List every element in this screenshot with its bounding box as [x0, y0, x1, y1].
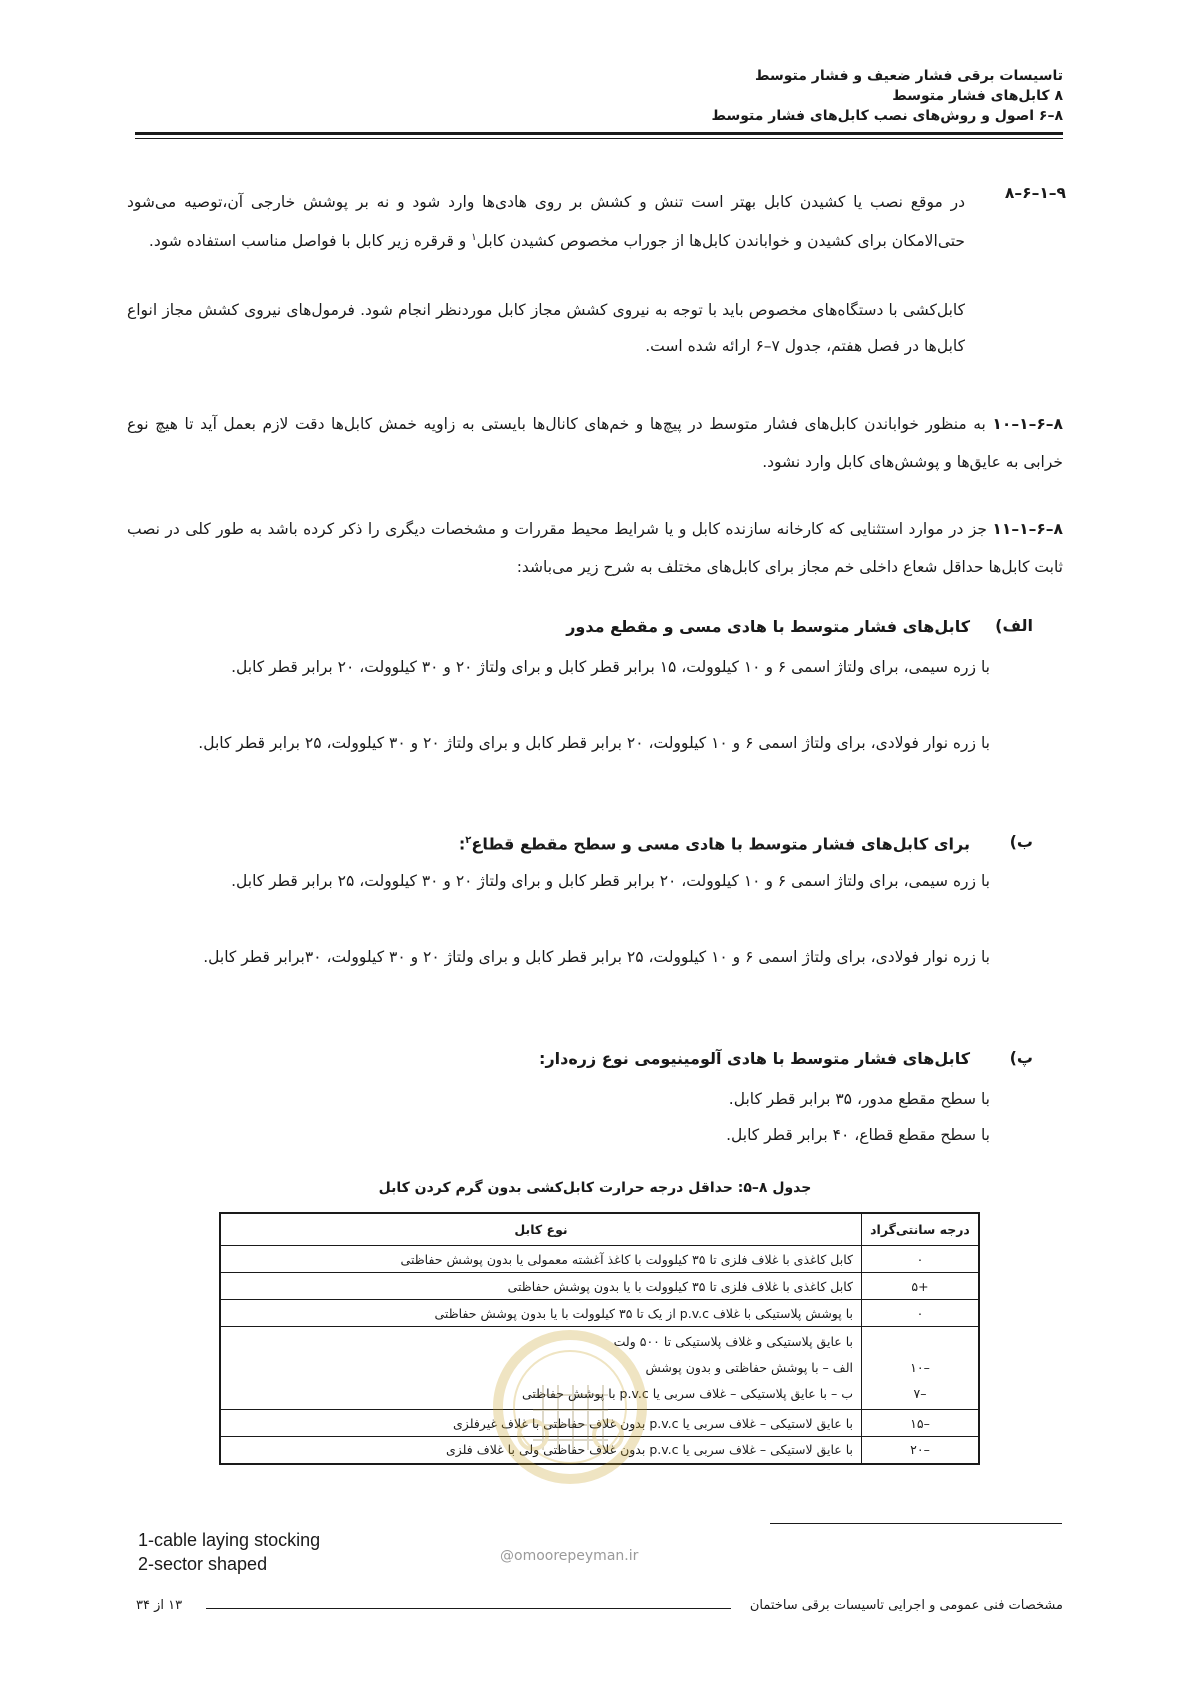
table-row: [220, 1273, 979, 1300]
header-rule-thick: [135, 132, 1063, 135]
footer-rule: [206, 1608, 731, 1609]
item-be-para-2: با زره نوار فولادی، برای ولتاژ اسمی ۶ و ۱۰ کیلوولت، ۲۵ برابر قطر کابل و برای ولتاژ ۲۰ و ۳۰ کیلوولت، ۳۰برابر قطر کابل.: [203, 948, 990, 966]
section-number-11: ۸–۶–۱–۱۱: [992, 520, 1063, 538]
item-alef-para-1: با زره سیمی، برای ولتاژ اسمی ۶ و ۱۰ کیلوولت، ۱۵ برابر قطر کابل و برای ولتاژ ۲۰ و ۳۰ کیلوولت، ۲۰ برابر قطر کابل.: [231, 658, 990, 676]
section-11-para: [127, 510, 1063, 586]
cell-type-line-2: الف – با پوشش حفاظتی و بدون پوشش: [645, 1360, 853, 1375]
footer-title: مشخصات فنی عمومی و اجرایی تاسیسات برقی ساختمان: [749, 1598, 1063, 1613]
section-10-para: [127, 405, 1063, 481]
header-line-3: ۸–۶ اصول و روش‌های نصب کابل‌های فشار متوسط: [711, 108, 1063, 124]
footnote-1: 1-cable laying stocking: [138, 1530, 321, 1550]
cell-degree-alef: –۱۰: [910, 1360, 930, 1375]
cell-type: کابل کاغذی با غلاف فلزی تا ۳۵ کیلوولت با کاغذ آغشته معمولی یا بدون پوشش حفاظتی: [220, 1246, 862, 1273]
section-number-9: ۸–۶–۱–۹: [1004, 184, 1066, 202]
item-alef-title: کابل‌های فشار متوسط با هادی مسی و مقطع مدور: [566, 617, 970, 636]
cell-degree: ۰: [862, 1246, 980, 1273]
section-9-text-1: در موقع نصب یا کشیدن کابل بهتر است تنش و کشش بر روی هادی‌ها وارد شود و نه بر پوشش خارجی آن،توصیه می‌شود حتی‌الامکان برای کشیدن و خواباندن کابل‌ها از جوراب مخصوص کشیدن کابل: [127, 193, 965, 251]
footnote-ref-1: ۱: [471, 232, 477, 243]
cell-type: کابل کاغذی با غلاف فلزی تا ۳۵ کیلوولت با یا بدون پوشش حفاظتی: [220, 1273, 862, 1300]
item-alef-para-2: با زره نوار فولادی، برای ولتاژ اسمی ۶ و ۱۰ کیلوولت، ۲۰ برابر قطر کابل و برای ولتاژ ۲۰ و ۳۰ کیلوولت، ۲۵ برابر قطر کابل.: [198, 734, 990, 752]
cell-degree: –۱۵: [862, 1410, 980, 1437]
cell-type: با عایق لاستیکی – غلاف سربی یا p.v.c بدون غلاف حفاظتی با غلاف غیرفلزی: [220, 1410, 862, 1437]
section-10-text: به منظور خواباندن کابل‌های فشار متوسط در پیچ‌ها و خم‌های کانال‌ها بایستی به زاویه خمش کابل‌ها دقت لازم بعمل آید تا هیچ نوع خرابی به عایق‌ها و پوشش‌های کابل وارد نشود.: [127, 415, 1063, 471]
footnote-rule: [770, 1523, 1062, 1524]
table-caption: جدول ۸–۵: حداقل درجه حرارت کابل‌کشی بدون گرم کردن کابل: [378, 1180, 812, 1196]
item-be-title: [459, 828, 970, 857]
cell-degree: +۵: [862, 1273, 980, 1300]
section-9-para-1: [127, 184, 965, 259]
item-alef-letter: الف): [995, 616, 1033, 635]
item-pe-para-2: با سطح مقطع قطاع، ۴۰ برابر قطر کابل.: [726, 1126, 990, 1144]
header-line-2: ۸ کابل‌های فشار متوسط: [892, 88, 1063, 104]
footnote-ref-2: ۲: [465, 835, 472, 846]
section-11-text: جز در موارد استثنایی که کارخانه سازنده کابل و یا شرایط محیط مقررات و مشخصات دیگری را ذکر کرده باشد به طور کلی در نصب ثابت کابل‌ها حداقل شعاع داخلی خم مجاز برای کابل‌های مختلف به شرح زیر می‌باشد:: [127, 520, 1063, 576]
cell-type-line-3: ب – با عایق پلاستیکی – غلاف سربی یا p.v.c با پوشش حفاظتی: [521, 1386, 853, 1401]
header-type: نوع کابل: [220, 1213, 862, 1246]
watermark-logo-icon: [488, 1325, 653, 1515]
cell-degree: ۰: [862, 1300, 980, 1327]
item-be-letter: ب): [1009, 832, 1033, 851]
section-9-para-2: کابل‌کشی با دستگاه‌های مخصوص باید با توجه به نیروی کشش مجاز کابل موردنظر انجام شود. فرمول‌های نیروی کشش مجاز انواع کابل‌ها در فصل هفتم، جدول ۷–۶ ارائه شده است.: [127, 301, 965, 355]
section-number-10: ۸–۶–۱–۱۰: [992, 415, 1063, 433]
cell-type: با پوشش پلاستیکی با غلاف p.v.c از یک تا ۳۵ کیلوولت با یا بدون پوشش حفاظتی: [220, 1300, 862, 1327]
header-degree: درجه سانتی‌گراد: [862, 1213, 980, 1246]
footnote-2: 2-sector shaped: [138, 1554, 268, 1574]
item-be-title-text: برای کابل‌های فشار متوسط با هادی مسی و سطح مقطع قطاع: [471, 834, 970, 854]
header-rule-thin: [135, 138, 1063, 139]
cell-type-line-1: با عایق پلاستیکی و غلاف پلاستیکی تا ۵۰۰ ولت: [613, 1334, 853, 1349]
cell-degree-be: –۷: [913, 1386, 927, 1401]
header-line-1: تاسیسات برقی فشار ضعیف و فشار متوسط: [754, 68, 1063, 84]
section-9-text-2: و قرقره زیر کابل با فواصل مناسب استفاده شود.: [148, 232, 472, 251]
item-pe-title: کابل‌های فشار متوسط با هادی آلومینیومی نوع زره‌دار:: [539, 1049, 970, 1068]
item-be-para-1: با زره سیمی، برای ولتاژ اسمی ۶ و ۱۰ کیلوولت، ۲۰ برابر قطر کابل و برای ولتاژ ۲۰ و ۳۰ کیلوولت، ۲۵ برابر قطر کابل.: [231, 872, 990, 890]
page-number: ۱۳ از ۳۴: [136, 1598, 183, 1613]
table-row: [220, 1246, 979, 1273]
watermark-url: @omoorepeyman.ir: [500, 1548, 639, 1564]
item-pe-para-1: با سطح مقطع مدور، ۳۵ برابر قطر کابل.: [728, 1090, 990, 1108]
table-header-row: [220, 1213, 979, 1246]
cell-degree: –۲۰: [862, 1437, 980, 1464]
cell-degree-multi: [862, 1327, 980, 1410]
cell-type: با عایق لاستیکی – غلاف سربی یا p.v.c بدون غلاف حفاظتی ولی با غلاف فلزی: [220, 1437, 862, 1464]
table-row: [220, 1300, 979, 1327]
item-be-title-colon: :: [458, 834, 466, 854]
item-pe-letter: پ): [1009, 1048, 1033, 1067]
